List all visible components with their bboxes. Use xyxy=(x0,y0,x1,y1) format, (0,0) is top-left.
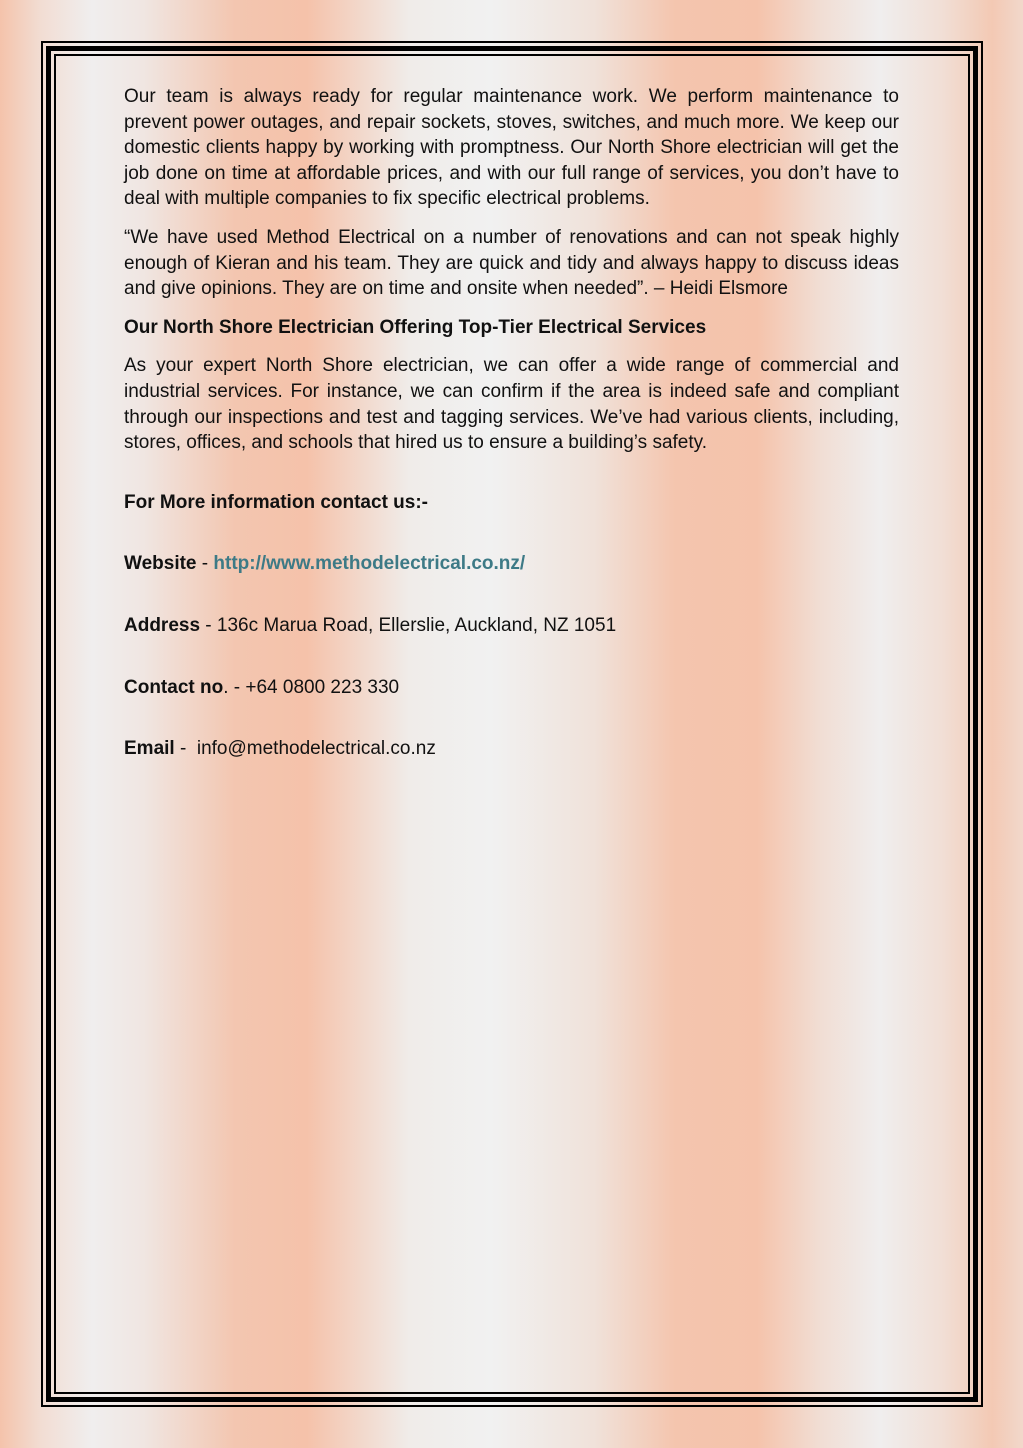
website-link[interactable]: http://www.methodelectrical.co.nz/ xyxy=(213,553,526,575)
website-label: Website xyxy=(124,553,197,575)
email-value: - info@methodelectrical.co.nz xyxy=(174,738,436,760)
email-line xyxy=(124,736,899,762)
address-line xyxy=(124,613,899,639)
address-value: - 136c Marua Road, Ellerslie, Auckland, NZ 1051 xyxy=(200,614,617,636)
phone-line xyxy=(124,675,899,701)
phone-value: . - +64 0800 223 330 xyxy=(223,676,400,698)
testimonial-paragraph: “We have used Method Electrical on a number of renovations and can not speak highly enough of Kieran and his team. They are quick and tidy and always happy to discuss ideas and give opinions. They are on time and onsite when needed”. – Heidi Elsmore xyxy=(124,226,899,300)
section-heading: Our North Shore Electrician Offering Top-Tier Electrical Services xyxy=(124,316,707,338)
website-line xyxy=(124,551,899,577)
address-label: Address xyxy=(124,614,201,636)
services-paragraph: As your expert North Shore electrician, we can offer a wide range of commercial and industrial services. For instance, we can confirm if the area is indeed safe and compliant through our inspections and test and tagging services. We’ve had various clients, including, stores, offices, and schools that hired us to ensure a building’s safety. xyxy=(124,355,899,454)
document-body xyxy=(124,84,899,762)
email-label: Email xyxy=(124,738,175,760)
contact-heading: For More information contact us:- xyxy=(124,491,428,513)
phone-label: Contact no xyxy=(124,676,224,698)
maintenance-paragraph: Our team is always ready for regular maintenance work. We perform maintenance to prevent power outages, and repair sockets, stoves, switches, and much more. We keep our domestic clients happy by working with promptness. Our North Shore electrician will get the job done on time at affordable prices, and with our full range of services, you don’t have to deal with multiple companies to fix specific electrical problems. xyxy=(124,86,899,210)
website-separator: - xyxy=(196,553,214,575)
